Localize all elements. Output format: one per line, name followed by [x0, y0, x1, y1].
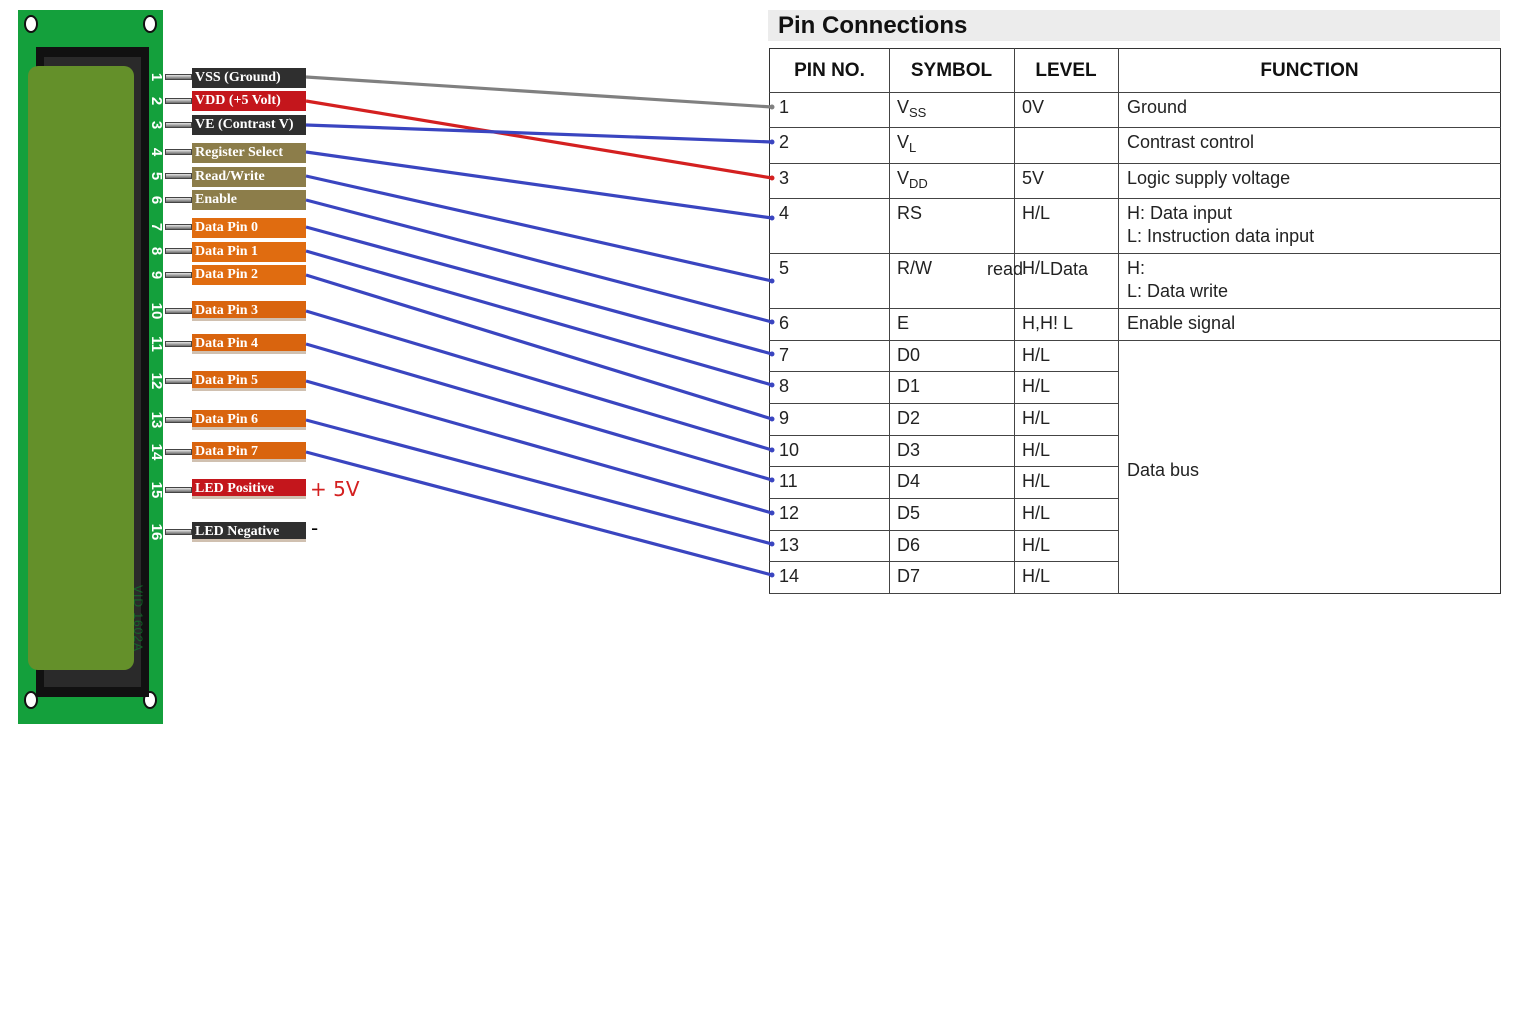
wire-endpoint: [770, 320, 775, 325]
wire-endpoint: [770, 383, 775, 388]
pin-number: 2: [148, 96, 165, 106]
symbol-text: D7: [897, 566, 921, 586]
symbol-text: D6: [897, 535, 921, 555]
pin-label: Data Pin 3: [192, 301, 306, 321]
level-cell: H/L: [1022, 440, 1051, 460]
wire-pin-6: [306, 200, 772, 322]
pin-number-cell: 14: [779, 566, 800, 586]
lcd-model-label: VID 1602A: [131, 585, 145, 653]
wire-endpoint: [770, 511, 775, 516]
pin-label: Data Pin 6: [192, 410, 306, 430]
pin-number: 13: [148, 411, 165, 429]
pin-label: Data Pin 7: [192, 442, 306, 462]
pin-label: LED Positive: [192, 479, 306, 499]
symbol-subscript: SS: [909, 105, 927, 120]
pin-number: 11: [148, 336, 165, 352]
symbol-text: D2: [897, 408, 921, 428]
pin-number-cell: 7: [779, 345, 790, 365]
wire-pin-12: [306, 381, 772, 513]
level-cell: 0V: [1022, 97, 1045, 117]
symbol-text: D0: [897, 345, 921, 365]
pin-label: VE (Contrast V): [192, 115, 306, 135]
level-cell: H/L: [1022, 203, 1051, 223]
pin-number-cell: 1: [779, 97, 790, 117]
pin-number: 15: [148, 481, 165, 499]
pin-number: 7: [148, 222, 165, 232]
symbol-text: D4: [897, 471, 921, 491]
symbol-text: V: [897, 132, 910, 152]
pin-number: 6: [148, 195, 165, 205]
pin-number-cell: 2: [779, 132, 790, 152]
pin-number: 14: [148, 443, 165, 461]
pin-label: Data Pin 0: [192, 218, 306, 238]
pin-number: 10: [148, 302, 165, 320]
function-cell-line2: L: Data write: [1127, 281, 1229, 301]
symbol-text: D1: [897, 376, 921, 396]
symbol-text: V: [897, 168, 910, 188]
level-cell: H/L: [1022, 345, 1051, 365]
symbol-text: V: [897, 97, 910, 117]
pin-number: 8: [148, 246, 165, 256]
symbol-text: RS: [897, 203, 923, 223]
function-cell: Enable signal: [1127, 313, 1236, 333]
wire-endpoint: [770, 573, 775, 578]
pin-number-cell: 13: [779, 535, 800, 555]
level-cell: H,H! L: [1022, 313, 1074, 333]
function-cell: Contrast control: [1127, 132, 1255, 152]
level-cell: H/L: [1022, 376, 1051, 396]
function-cell: H:: [1127, 258, 1145, 278]
wire-endpoint: [770, 176, 775, 181]
pin-label: Data Pin 4: [192, 334, 306, 354]
header-symbol: SYMBOL: [910, 60, 993, 81]
function-cell: Ground: [1127, 97, 1188, 117]
pin-number-cell: 8: [779, 376, 790, 396]
pin-number-cell: 5: [779, 258, 790, 278]
wire-endpoint: [770, 417, 775, 422]
function-cell-line2: L: Instruction data input: [1127, 226, 1315, 246]
wire-pin-5: [306, 176, 772, 281]
wire-pin-1: [306, 77, 772, 107]
level-cell: H/L: [1022, 471, 1051, 491]
pin-number-cell: 12: [779, 503, 800, 523]
pin-label: Read/Write: [192, 167, 306, 187]
wire-pin-9: [306, 275, 772, 419]
rw-data-overlay: Data: [1050, 259, 1089, 279]
function-cell: H: Data input: [1127, 203, 1233, 223]
wire-pin-7: [306, 227, 772, 354]
pin-label: Data Pin 2: [192, 265, 306, 285]
led-positive-note: + 5V: [310, 477, 360, 501]
level-cell: H/L: [1022, 258, 1051, 278]
pin-label: Data Pin 1: [192, 242, 306, 262]
level-cell: 5V: [1022, 168, 1045, 188]
wire-pin-14: [306, 452, 772, 575]
pin-label: Data Pin 5: [192, 371, 306, 391]
wire-endpoint: [770, 478, 775, 483]
pin-number-cell: 4: [779, 203, 790, 223]
wire-pin-10: [306, 311, 772, 450]
level-cell: H/L: [1022, 503, 1051, 523]
wire-endpoint: [770, 105, 775, 110]
symbol-subscript: DD: [909, 176, 928, 191]
pin-number: 3: [148, 120, 165, 130]
wire-pin-4: [306, 152, 772, 218]
pin-number: 1: [148, 72, 165, 82]
pin-number: 4: [148, 147, 165, 157]
level-cell: H/L: [1022, 408, 1051, 428]
pin-label: Enable: [192, 190, 306, 210]
header-function: FUNCTION: [1260, 60, 1359, 81]
pin-number-cell: 3: [779, 168, 790, 188]
pin-label: VDD (+5 Volt): [192, 91, 306, 111]
pin-number-cell: 11: [779, 471, 798, 491]
pin-label: VSS (Ground): [192, 68, 306, 88]
pin-number: 16: [148, 523, 165, 541]
function-cell: Logic supply voltage: [1127, 168, 1291, 188]
led-negative-note: -: [311, 516, 319, 540]
rw-read-overlay: read: [987, 259, 1024, 279]
pin-number-cell: 6: [779, 313, 790, 333]
symbol-subscript: L: [909, 140, 917, 155]
pin-number: 5: [148, 171, 165, 181]
symbol-text: D3: [897, 440, 921, 460]
table-title: Pin Connections: [778, 12, 968, 39]
wire-endpoint: [770, 279, 775, 284]
wire-endpoint: [770, 140, 775, 145]
level-cell: H/L: [1022, 535, 1051, 555]
pin-number-cell: 9: [779, 408, 790, 428]
header-pin-no: PIN NO.: [794, 60, 865, 81]
data-bus-label: Data bus: [1127, 460, 1200, 480]
pin-number: 9: [148, 270, 165, 280]
pin-label: LED Negative: [192, 522, 306, 542]
header-level: LEVEL: [1035, 60, 1097, 81]
wire-endpoint: [770, 542, 775, 547]
pin-number: 12: [148, 372, 165, 390]
level-cell: H/L: [1022, 566, 1051, 586]
wire-pin-13: [306, 420, 772, 544]
symbol-text: D5: [897, 503, 921, 523]
wire-endpoint: [770, 216, 775, 221]
pin-label: Register Select: [192, 143, 306, 163]
symbol-text: R/W: [897, 258, 932, 278]
wire-endpoint: [770, 352, 775, 357]
wire-endpoint: [770, 448, 775, 453]
symbol-text: E: [897, 313, 910, 333]
pin-number-cell: 10: [779, 440, 800, 460]
